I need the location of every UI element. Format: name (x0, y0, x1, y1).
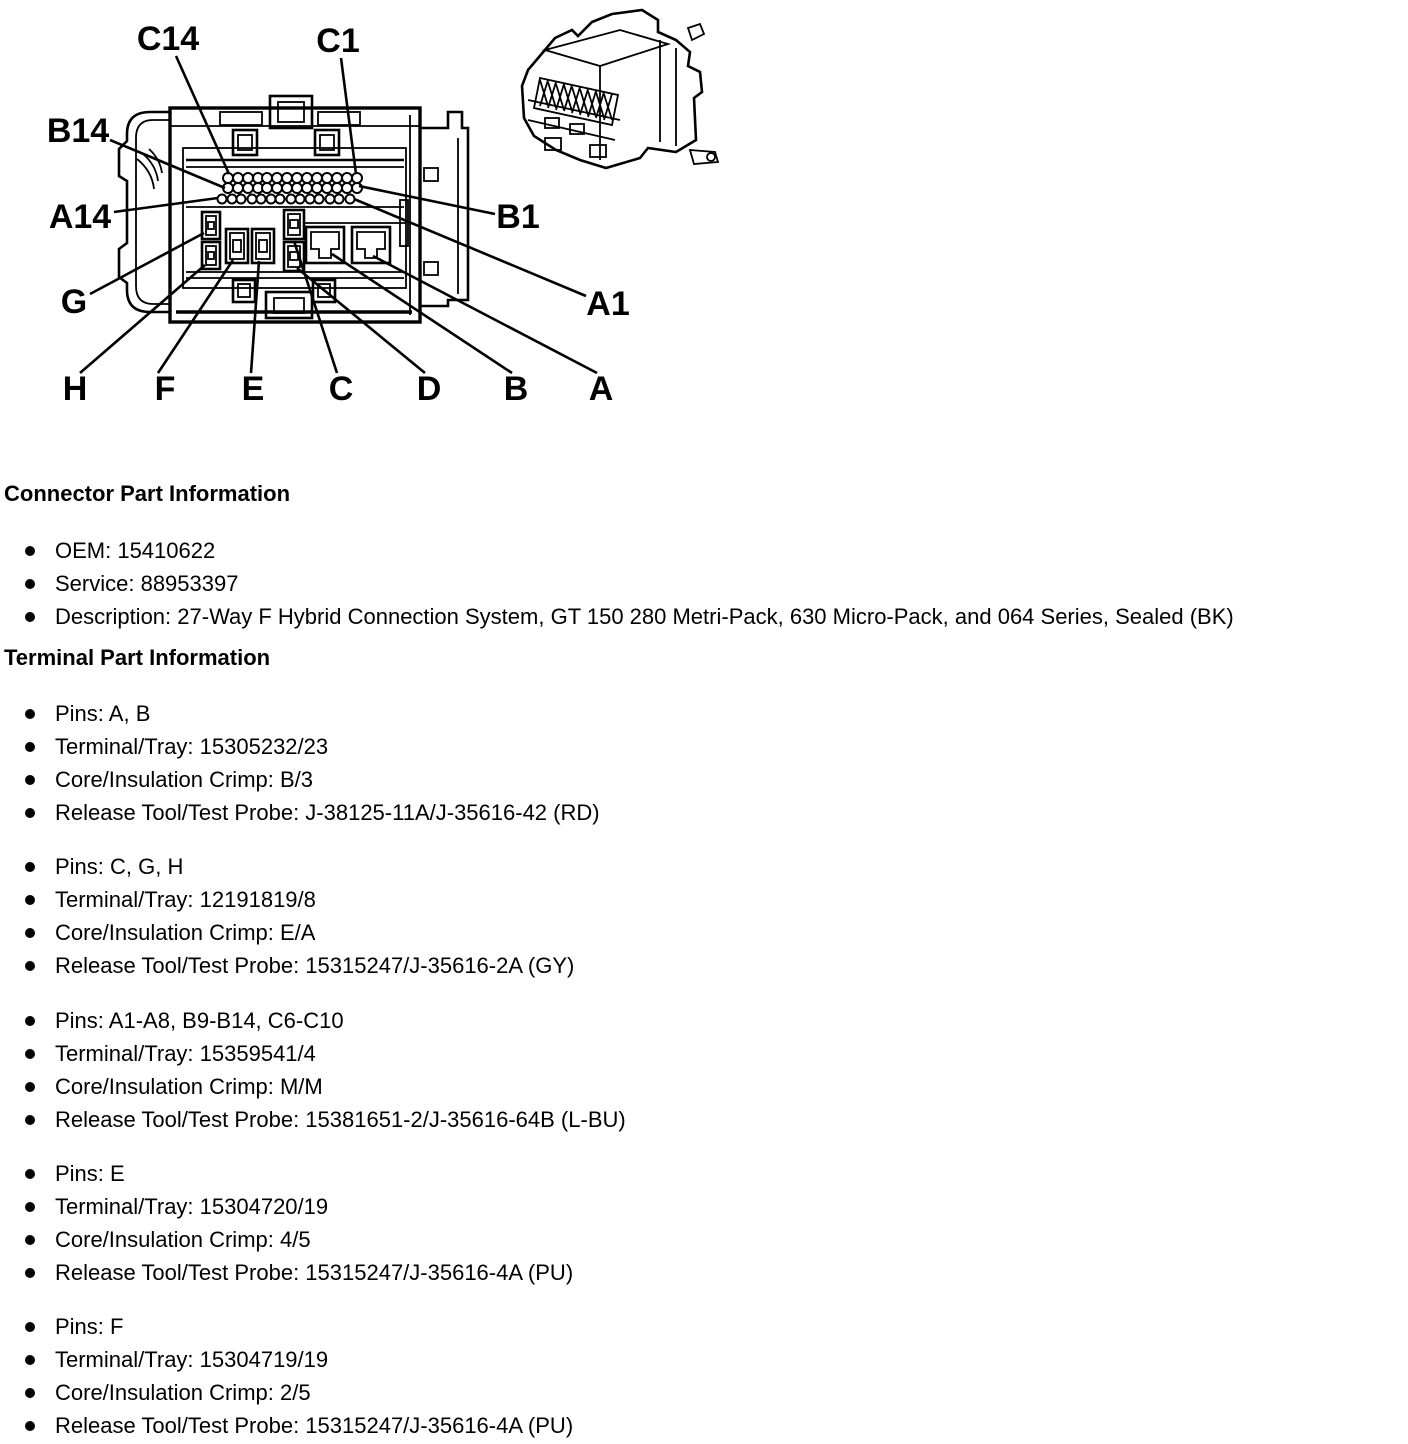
list-item-text: Terminal/Tray: 15305232/23 (55, 734, 329, 759)
pin-label-b14: B14 (46, 112, 110, 150)
bullet-icon (25, 1115, 35, 1125)
connector-3d-view (522, 10, 718, 168)
cavity-e (252, 229, 274, 263)
bullet-icon (25, 1082, 35, 1092)
connector-pinout-diagram (0, 0, 720, 470)
pin-row-a (218, 195, 355, 204)
pin-label-a14: A14 (48, 198, 112, 236)
bullet-icon (25, 961, 35, 971)
terminal-group-1 (0, 697, 600, 829)
list-item (0, 1103, 626, 1136)
list-item (0, 1190, 573, 1223)
list-item-text: Pins: C, G, H (55, 854, 184, 879)
pin-label-e: E (241, 370, 265, 408)
pin-label-b: B (503, 370, 529, 408)
bullet-icon (25, 808, 35, 818)
list-item (0, 1157, 573, 1190)
pin-label-g: G (60, 283, 88, 321)
list-item (0, 1409, 573, 1442)
list-item-text: Terminal/Tray: 12191819/8 (55, 887, 316, 912)
list-item (0, 1037, 626, 1070)
list-item-text: Pins: F (55, 1314, 124, 1339)
list-item (0, 916, 574, 949)
bullet-icon (25, 1268, 35, 1278)
bullet-icon (25, 546, 35, 556)
bullet-icon (25, 1355, 35, 1365)
list-item-text: Core/Insulation Crimp: 2/5 (55, 1380, 311, 1405)
cavity-g (202, 212, 220, 239)
pin-row-c (223, 173, 362, 183)
list-item-text: Pins: A1-A8, B9-B14, C6-C10 (55, 1008, 344, 1033)
bullet-icon (25, 928, 35, 938)
bullet-icon (25, 1202, 35, 1212)
bullet-icon (25, 709, 35, 719)
cavity-a (352, 227, 390, 263)
list-item (0, 850, 574, 883)
list-item (0, 730, 600, 763)
list-item-text: Release Tool/Test Probe: 15315247/J-35616-4A (PU) (55, 1260, 574, 1285)
pin-label-d: D (416, 370, 442, 408)
bullet-icon (25, 1388, 35, 1398)
cavity-f (226, 229, 248, 263)
bullet-icon (25, 1169, 35, 1179)
bullet-icon (25, 579, 35, 589)
pin-label-h: H (62, 370, 88, 408)
terminal-group-5 (0, 1310, 573, 1442)
connector-info-list (0, 534, 1234, 633)
list-item-text: Pins: A, B (55, 701, 151, 726)
pin-label-c: C (328, 370, 354, 408)
pin-row-b (223, 183, 362, 193)
connector-face-drawing (119, 96, 468, 322)
list-item (0, 1070, 626, 1103)
list-item-text: Terminal/Tray: 15359541/4 (55, 1041, 316, 1066)
list-item-text: Core/Insulation Crimp: 4/5 (55, 1227, 311, 1252)
list-item-text: Pins: E (55, 1161, 125, 1186)
list-item-text: Release Tool/Test Probe: 15381651-2/J-35616-64B (L-BU) (55, 1107, 626, 1132)
bullet-icon (25, 612, 35, 622)
connector-info-heading: Connector Part Information (4, 481, 291, 506)
pin-label-f: F (154, 370, 176, 408)
list-item (0, 600, 1234, 633)
terminal-group-4 (0, 1157, 573, 1289)
terminal-group-2 (0, 850, 574, 982)
list-item-text: Release Tool/Test Probe: 15315247/J-35616-2A (GY) (55, 953, 575, 978)
list-item (0, 883, 574, 916)
list-item (0, 796, 600, 829)
list-item-text: Terminal/Tray: 15304719/19 (55, 1347, 329, 1372)
bullet-icon (25, 1016, 35, 1026)
bullet-icon (25, 1235, 35, 1245)
bullet-icon (25, 1049, 35, 1059)
list-item-text: Core/Insulation Crimp: E/A (55, 920, 316, 945)
list-item (0, 1223, 573, 1256)
list-item-text: Service: 88953397 (55, 571, 239, 596)
list-item-text: Description: 27-Way F Hybrid Connection System, GT 150 280 Metri-Pack, 630 Micro-Pack, and 064 Series, Sealed (BK) (55, 604, 1234, 629)
bullet-icon (25, 895, 35, 905)
bullet-icon (25, 1322, 35, 1332)
list-item (0, 1004, 626, 1037)
list-item (0, 1310, 573, 1343)
list-item-text: OEM: 15410622 (55, 538, 216, 563)
bullet-icon (25, 862, 35, 872)
list-item (0, 1343, 573, 1376)
list-item-text: Release Tool/Test Probe: 15315247/J-35616-4A (PU) (55, 1413, 574, 1438)
terminal-info-heading: Terminal Part Information (4, 645, 271, 670)
pin-label-b1: B1 (496, 198, 540, 236)
list-item-text: Core/Insulation Crimp: B/3 (55, 767, 313, 792)
list-item (0, 1376, 573, 1409)
cavity-c (284, 210, 304, 239)
pin-label-c1: C1 (316, 22, 360, 60)
list-item (0, 534, 1234, 567)
list-item (0, 697, 600, 730)
list-item (0, 949, 574, 982)
pin-label-c14: C14 (136, 20, 200, 58)
connector-pinout-figure (0, 0, 720, 470)
pin-label-a: A (588, 370, 614, 408)
bullet-icon (25, 775, 35, 785)
list-item-text: Release Tool/Test Probe: J-38125-11A/J-35616-42 (RD) (55, 800, 600, 825)
terminal-group-3 (0, 1004, 626, 1136)
list-item-text: Terminal/Tray: 15304720/19 (55, 1194, 329, 1219)
bullet-icon (25, 742, 35, 752)
list-item (0, 567, 1234, 600)
list-item (0, 1256, 573, 1289)
bullet-icon (25, 1421, 35, 1431)
pin-label-a1: A1 (586, 285, 630, 323)
list-item-text: Core/Insulation Crimp: M/M (55, 1074, 323, 1099)
list-item (0, 763, 600, 796)
